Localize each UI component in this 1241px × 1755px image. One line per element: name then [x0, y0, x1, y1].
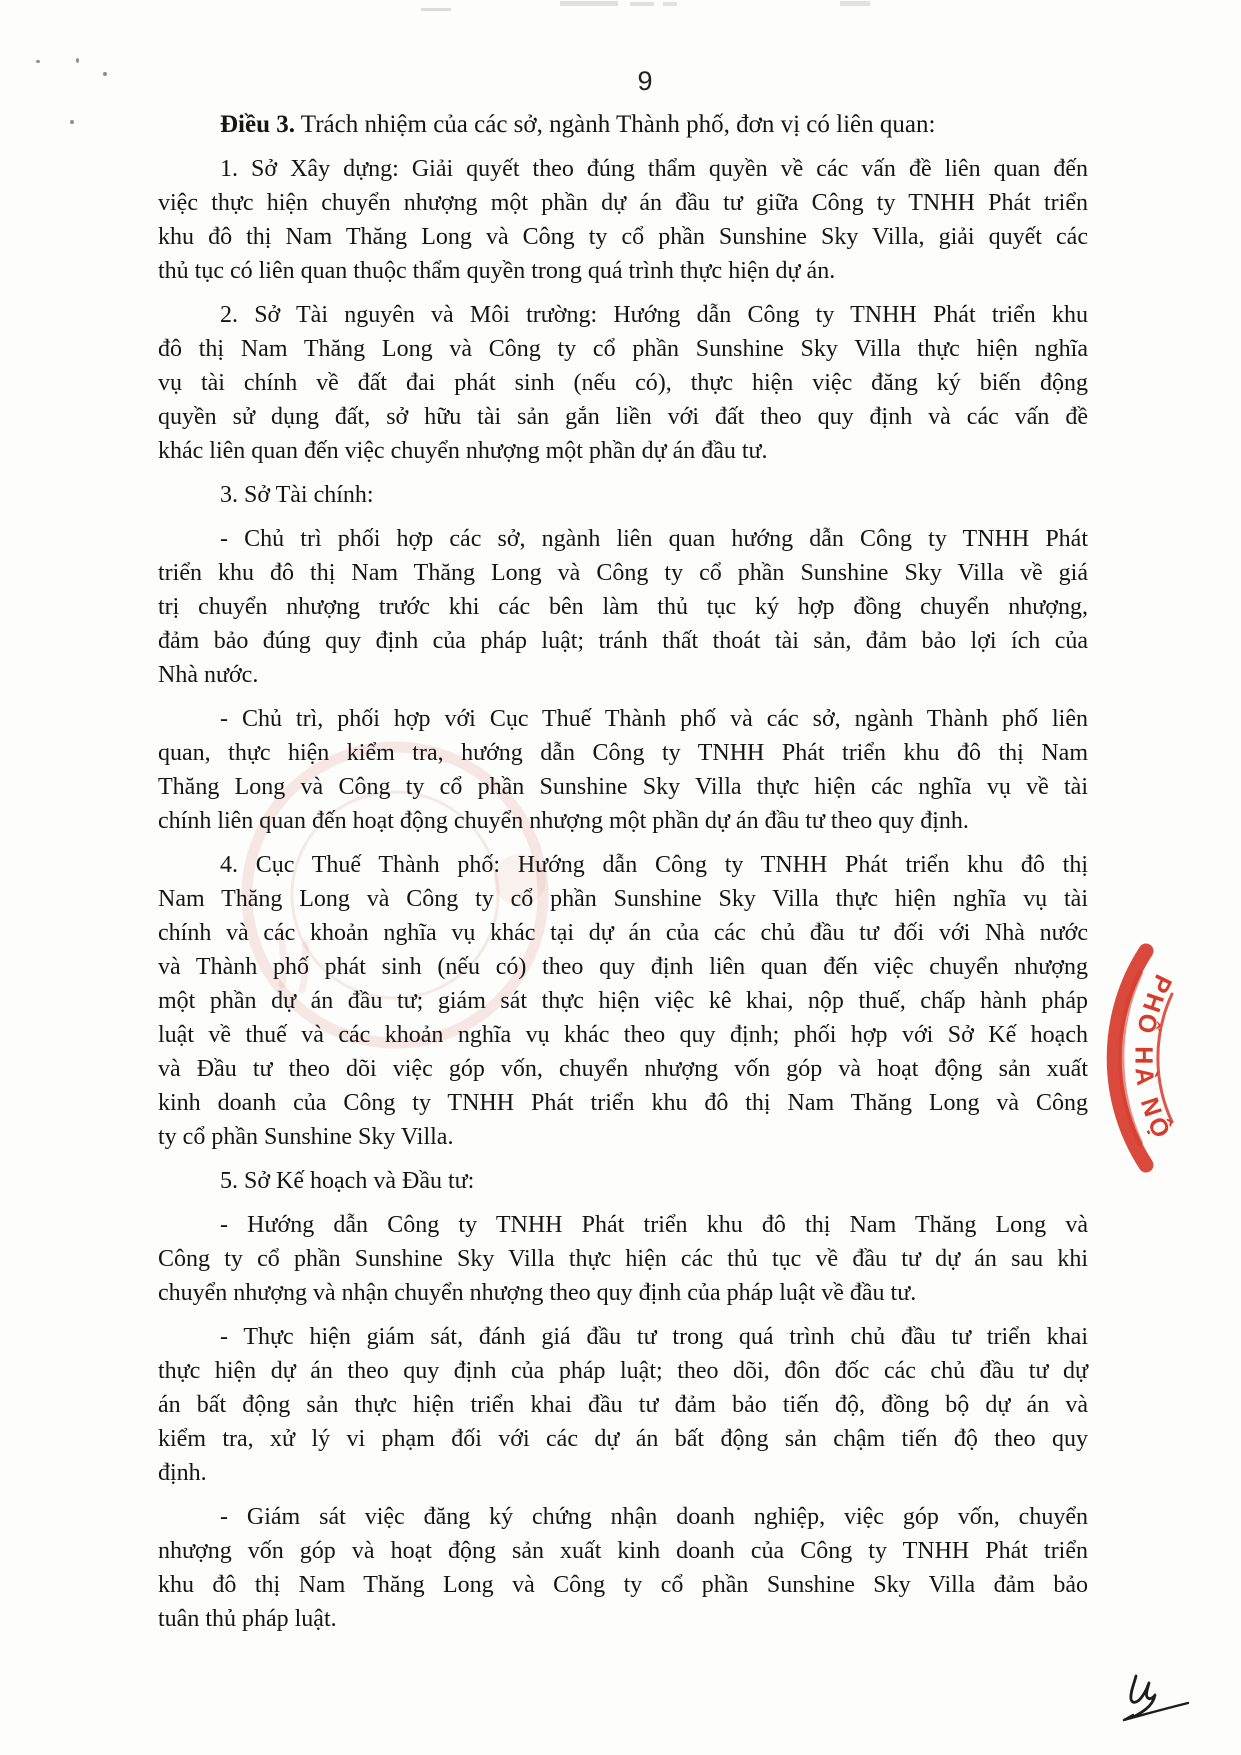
text-line: 3. Sở Tài chính:	[220, 482, 374, 508]
document-body	[158, 108, 1088, 1636]
text-line: chính liên quan đến hoạt động chuyển nhượng một phần dự án đầu tư theo quy định.	[158, 808, 969, 834]
text-line: - Chủ trì, phối hợp với Cục Thuế Thành phố và các sở, ngành Thành phố liên	[220, 706, 1088, 732]
paragraph-5a	[158, 1208, 1088, 1310]
stamp-arc-text: PHỐ HÀ NỘ	[1129, 970, 1178, 1146]
scan-artifact	[840, 1, 870, 6]
text-line: đô thị Nam Thăng Long và Công ty cổ phần Sunshine Sky Villa thực hiện nghĩa	[158, 336, 1088, 362]
paragraph-3a	[158, 522, 1088, 692]
text-line: 2. Sở Tài nguyên và Môi trường: Hướng dẫn Công ty TNHH Phát triển khu	[220, 302, 1088, 328]
text-line: nhượng vốn góp và hoạt động sản xuất kinh doanh của Công ty TNHH Phát triển	[158, 1538, 1088, 1564]
text-line: - Chủ trì phối hợp các sở, ngành liên quan hướng dẫn Công ty TNHH Phát	[220, 526, 1088, 552]
paragraph-3-heading	[158, 478, 1088, 512]
paragraph-1	[158, 152, 1088, 288]
text-line: án bất động sản thực hiện triển khai đầu tư đảm bảo tiến độ, đồng bộ dự án và	[158, 1392, 1088, 1418]
text-line: thực hiện dự án theo quy định của pháp luật; theo dõi, đôn đốc các chủ đầu tư dự	[158, 1358, 1088, 1384]
scan-speck	[70, 120, 74, 124]
text-line: Nhà nước.	[158, 662, 259, 688]
handwritten-initial	[1080, 1650, 1220, 1740]
article-heading-number: Điều 3.	[220, 111, 295, 138]
scan-artifact	[421, 8, 451, 11]
text-line: và Thành phố phát sinh (nếu có) theo quy định liên quan đến việc chuyển nhượng	[158, 954, 1088, 980]
paragraph-5b	[158, 1320, 1088, 1490]
scan-artifact	[663, 2, 677, 6]
scan-artifact	[630, 2, 654, 6]
text-line: ty cổ phần Sunshine Sky Villa.	[158, 1124, 454, 1150]
scan-artifact	[560, 1, 618, 6]
scan-speck	[36, 60, 40, 63]
paragraph-3b	[158, 702, 1088, 838]
text-line: luật về thuế và các khoản nghĩa vụ khác theo quy định; phối hợp với Sở Kế hoạch	[158, 1022, 1088, 1048]
text-line: vụ tài chính về đất đai phát sinh (nếu có), thực hiện việc đăng ký biến động	[158, 370, 1088, 396]
text-line: 5. Sở Kế hoạch và Đầu tư:	[220, 1168, 475, 1194]
initial-underline	[1124, 1703, 1188, 1720]
text-line: - Hướng dẫn Công ty TNHH Phát triển khu đô thị Nam Thăng Long và	[220, 1212, 1088, 1238]
text-line: - Thực hiện giám sát, đánh giá đầu tư trong quá trình chủ đầu tư triển khai	[220, 1324, 1088, 1350]
text-line: một phần dự án đầu tư; giám sát thực hiện việc kê khai, nộp thuế, chấp hành pháp	[158, 988, 1088, 1014]
text-line: tuân thủ pháp luật.	[158, 1606, 337, 1632]
text-line: chuyển nhượng và nhận chuyển nhượng theo quy định của pháp luật về đầu tư.	[158, 1280, 917, 1306]
text-line: khác liên quan đến việc chuyển nhượng một phần dự án đầu tư.	[158, 438, 768, 464]
text-line: Nam Thăng Long và Công ty cổ phần Sunshine Sky Villa thực hiện nghĩa vụ tài	[158, 886, 1088, 912]
text-line: định.	[158, 1460, 207, 1486]
text-line: - Giám sát việc đăng ký chứng nhận doanh nghiệp, việc góp vốn, chuyển	[220, 1504, 1088, 1530]
circular-stamp	[1080, 925, 1241, 1215]
text-line: kiểm tra, xử lý vi phạm đối với các dự án bất động sản chậm tiến độ theo quy	[158, 1426, 1088, 1452]
text-line: và Đầu tư theo dõi việc góp vốn, chuyển nhượng vốn góp và hoạt động sản xuất	[158, 1056, 1088, 1082]
paragraph-4	[158, 848, 1088, 1154]
scan-speck	[103, 72, 107, 76]
text-line: khu đô thị Nam Thăng Long và Công ty cổ phần Sunshine Sky Villa, giải quyết các	[158, 224, 1088, 250]
text-line: chính và các khoản nghĩa vụ khác tại dự án của các chủ đầu tư đối với Nhà nước	[158, 920, 1088, 946]
text-line: 1. Sở Xây dựng: Giải quyết theo đúng thẩm quyền về các vấn đề liên quan đến	[220, 156, 1088, 182]
page-number: 9	[637, 66, 653, 96]
text-line: đảm bảo đúng quy định của pháp luật; tránh thất thoát tài sản, đảm bảo lợi ích của	[158, 628, 1088, 654]
text-line: việc thực hiện chuyển nhượng một phần dự án đầu tư giữa Công ty TNHH Phát triển	[158, 190, 1088, 216]
paragraph-5-heading	[158, 1164, 1088, 1198]
article-heading-title: Trách nhiệm của các sở, ngành Thành phố, đơn vị có liên quan:	[295, 111, 936, 138]
text-line: kinh doanh của Công ty TNHH Phát triển khu đô thị Nam Thăng Long và Công	[158, 1090, 1088, 1116]
text-line: quan, thực hiện kiểm tra, hướng dẫn Công ty TNHH Phát triển khu đô thị Nam	[158, 740, 1088, 766]
paragraph-5c	[158, 1500, 1088, 1636]
paragraph-2	[158, 298, 1088, 468]
text-line: thủ tục có liên quan thuộc thẩm quyền trong quá trình thực hiện dự án.	[158, 258, 836, 284]
text-line: triển khu đô thị Nam Thăng Long và Công ty cổ phần Sunshine Sky Villa về giá	[158, 560, 1088, 586]
text-line: Thăng Long và Công ty cổ phần Sunshine Sky Villa thực hiện các nghĩa vụ về tài	[158, 774, 1088, 800]
scan-speck	[76, 58, 79, 63]
text-line: 4. Cục Thuế Thành phố: Hướng dẫn Công ty TNHH Phát triển khu đô thị	[220, 852, 1088, 878]
text-line: khu đô thị Nam Thăng Long và Công ty cổ phần Sunshine Sky Villa đảm bảo	[158, 1572, 1088, 1598]
text-line: Công ty cổ phần Sunshine Sky Villa thực hiện các thủ tục về đầu tư dự án sau khi	[158, 1246, 1088, 1272]
text-line: quyền sử dụng đất, sở hữu tài sản gắn liền với đất theo quy định và các vấn đề	[158, 404, 1088, 430]
text-line: trị chuyển nhượng trước khi các bên làm thủ tục ký hợp đồng chuyển nhượng,	[158, 594, 1088, 620]
article-heading	[158, 108, 1088, 142]
